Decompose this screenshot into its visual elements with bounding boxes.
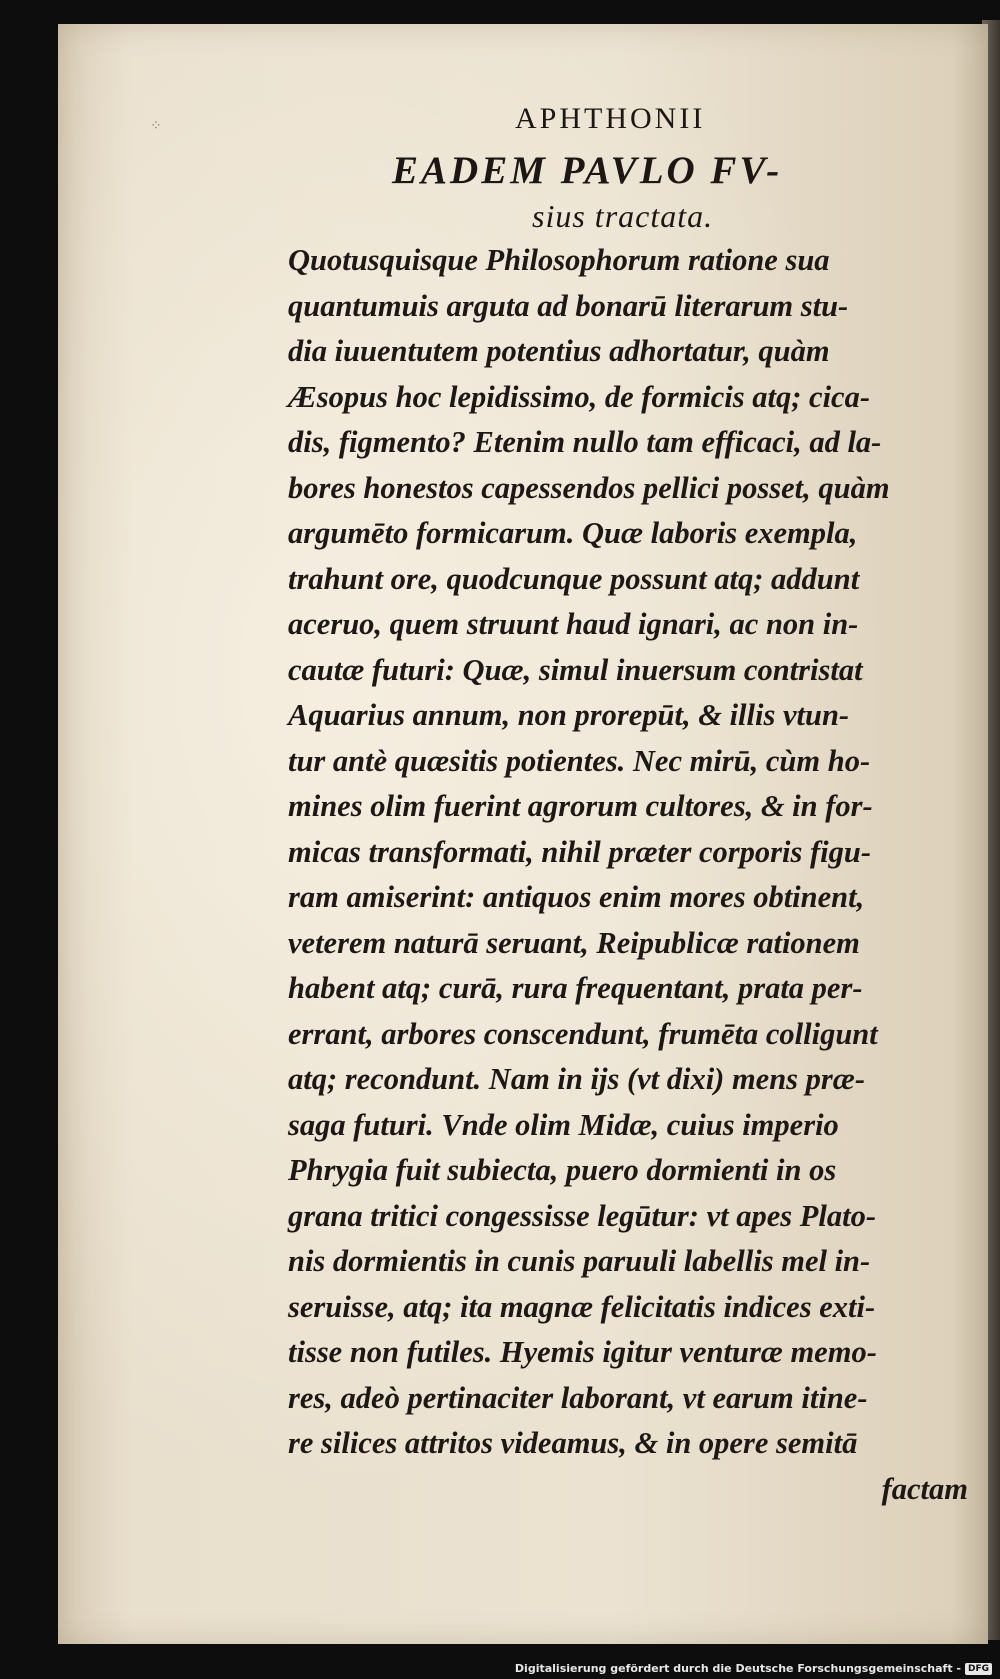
text-line: dis, figmento? Etenim nullo tam efficaci, ad la- (288, 425, 882, 459)
text-line: ram amiserint: antiquos enim mores obtinent, (288, 880, 865, 914)
text-line: nis dormientis in cunis paruuli labellis mel in- (288, 1244, 871, 1278)
dfg-logo: DFG (965, 1663, 992, 1675)
text-line: argumēto formicarum. Quæ laboris exempla, (288, 516, 858, 550)
text-line: Aquarius annum, non prorepūt, & illis vtun- (288, 698, 850, 732)
section-subtitle: sius tractata. (532, 198, 714, 234)
catchword: factam (881, 1471, 968, 1506)
text-line: res, adeò pertinaciter laborant, vt earum itine- (288, 1380, 868, 1415)
text-line: quantumuis arguta ad bonarū literarum stu- (288, 288, 849, 323)
text-line: habent atq; curā, rura frequentant, prata per- (288, 971, 863, 1005)
credit-text: Digitalisierung gefördert durch die Deutsche Forschungsgemeinschaft - (514, 1662, 961, 1675)
text-line: veterem naturā seruant, Reipublicæ rationem (288, 925, 860, 960)
text-line: seruisse, atq; ita magnæ felicitatis indices exti- (288, 1289, 876, 1324)
text-line: aceruo, quem struunt haud ignari, ac non in- (288, 607, 859, 641)
text-line: re silices attritos videamus, & in opere semitā (288, 1426, 858, 1460)
text-line: trahunt ore, quodcunque possunt atq; addunt (288, 561, 860, 596)
text-line: Phrygia fuit subiecta, puero dormienti in os (288, 1153, 837, 1187)
text-line: errant, arbores conscendunt, frumēta colligunt (288, 1016, 878, 1051)
text-line: saga futuri. Vnde olim Midæ, cuius imperio (288, 1107, 839, 1142)
text-line: grana tritici congessisse legūtur: vt apes Plato- (288, 1198, 876, 1233)
text-line: tur antè quæsitis potientes. Nec mirū, cùm ho- (288, 743, 871, 778)
running-head: APHTHONII (515, 102, 706, 135)
text-line: Æsopus hoc lepidissimo, de formicis atq; cica- (288, 379, 870, 414)
text-line: tisse non futiles. Hyemis igitur venturæ memo- (288, 1335, 877, 1369)
page-mark: ⁘ (150, 118, 162, 134)
text-line: mines olim fuerint agrorum cultores, & in for- (288, 789, 873, 823)
body-text (288, 238, 978, 1512)
digitization-credit (515, 1662, 992, 1675)
text-line: Quotusquisque Philosophorum ratione sua (288, 243, 830, 277)
text-line: micas transformati, nihil præter corporis figu- (288, 834, 871, 869)
section-title: EADEM PAVLO FV- (392, 149, 783, 192)
text-line: atq; recondunt. Nam in ijs (vt dixi) mens præ- (288, 1062, 865, 1096)
text-line: dia iuuentutem potentius adhortatur, quàm (288, 334, 830, 368)
text-line: cautæ futuri: Quæ, simul inuersum contristat (288, 652, 863, 687)
text-line: bores honestos capessendos pellici posset, quàm (288, 470, 890, 505)
